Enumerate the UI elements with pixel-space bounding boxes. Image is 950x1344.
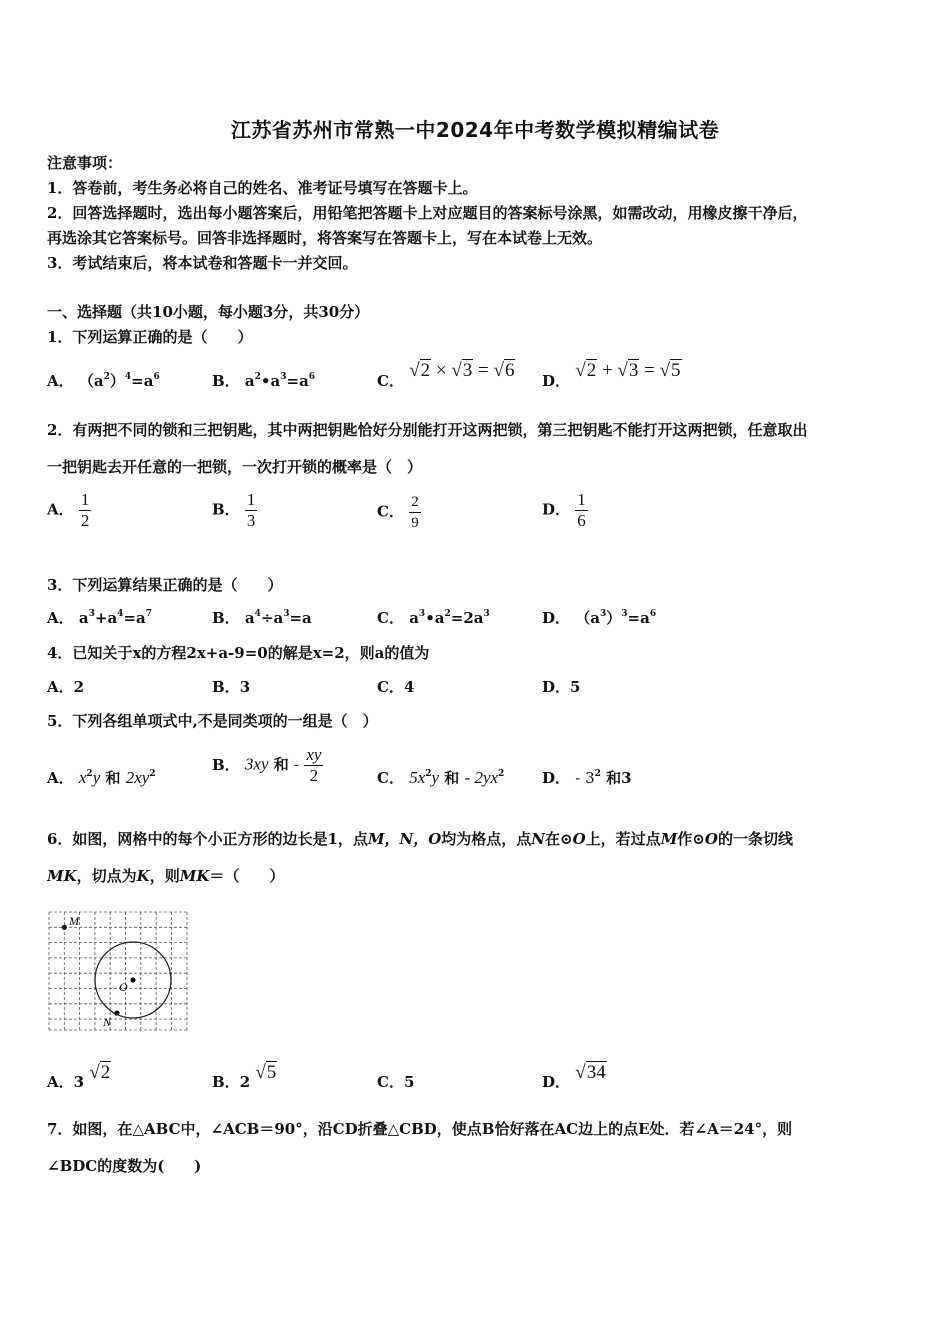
section-heading: 一、选择题（共10小题，每小题3分，共30分） [47,303,370,321]
label-o: O [119,980,128,994]
point-n [114,1010,119,1015]
option-letter: D． [542,609,571,627]
option-letter: C． [377,609,404,627]
option-letter: C． [377,769,404,787]
q3-option-c: C． $a^3•a^2=2a^3$ [377,609,490,627]
q4-option-a: A．2 [47,678,85,696]
q6-option-c: C．5 [377,1073,415,1091]
q7-stem-1: 7．如图，在△ABC中，∠ACB＝90°，沿CD折叠△CBD，使点B恰好落在AC边上的点E处．若∠A＝24°，则 [47,1120,793,1138]
option-letter: C． [377,1073,404,1091]
q2-stem-1: 2．有两把不同的锁和三把钥匙，其中两把钥匙恰好分别能打开这两把锁，第三把钥匙不能打开这两把锁，任意取出 [47,421,808,439]
option-letter: A． [47,769,74,787]
q1-option-c: C． √2 × √3 = √6 [377,360,515,390]
option-letter: B． [212,755,240,774]
q4-option-b: B．3 [212,678,251,696]
option-letter: B． [212,1073,240,1091]
q1-stem: 1．下列运算正确的是（ ） [47,328,253,346]
page-title: 江苏省苏州市常熟一中2024年中考数学模拟精编试卷 [230,118,720,142]
q3-option-a: A． $a^3+a^4=a^7$ [47,609,152,627]
option-letter: D． [542,769,571,787]
point-o [130,977,135,982]
label-n: N [103,1015,112,1029]
option-letter: B． [212,372,240,390]
q5-option-d: D． - $3^2$ 和3 [542,769,632,787]
option-letter: B． [212,500,240,519]
point-m [62,925,67,930]
q7-stem-2: ∠BDC的度数为( ) [47,1157,202,1175]
q4-option-c: C．4 [377,678,415,696]
q5-option-a: A． $x^2y$ 和 $2xy^2$ [47,768,156,787]
label-m: M [69,914,79,928]
q3-option-b: B． $a^4\div a^3=a$ [212,609,312,627]
notice-item-1: 1．答卷前，考生务必将自己的姓名、准考证号填写在答题卡上。 [47,179,478,197]
q1-option-b: B． $a^2•a^3=a^6$ [212,372,316,390]
q1-option-d: D． √2 + √3 = √5 [542,360,681,390]
option-letter: D． [542,372,571,390]
q6-option-a: A．3 √2 [47,1062,111,1091]
q5-option-c: C． $5x^2y$ 和 - $2yx^2$ [377,768,505,787]
q4-stem: 4．已知关于x的方程2x+a-9=0的解是x=2，则a的值为 [47,644,430,662]
notice-item-2b: 再选涂其它答案标号。回答非选择题时，将答案写在答题卡上，写在本试卷上无效。 [47,229,603,247]
option-letter: B． [212,609,240,627]
notice-item-2a: 2．回答选择题时，选出每小题答案后，用铅笔把答题卡上对应题目的答案标号涂黑，如需改动，用橡皮擦干净后， [47,204,808,222]
q2-option-c: C． $\frac{2}{9}$ [377,494,419,531]
q2-option-d: D． $\frac{1}{6}$ [542,490,586,530]
q6-grid-figure [47,910,189,1034]
option-letter: A． [47,1073,74,1091]
q5-stem: 5．下列各组单项式中,不是同类项的一组是（ ） [47,712,378,730]
notice-heading: 注意事项： [47,154,123,172]
q1-option-a: A． $(a^2)^4=a^6$ [47,372,160,390]
option-letter: C． [377,502,404,521]
option-letter: D． [542,500,571,519]
notice-item-3: 3．考试结束后，将本试卷和答题卡一并交回。 [47,254,358,272]
q2-option-b: B． $\frac{1}{3}$ [212,490,256,530]
q3-stem: 3．下列运算结果正确的是（ ） [47,576,283,594]
option-letter: D． [542,1073,571,1091]
q4-option-d: D．5 [542,678,581,696]
option-letter: C． [377,372,404,390]
q2-stem-2: 一把钥匙去开任意的一把锁，一次打开锁的概率是（ ） [47,458,423,476]
option-letter: A． [47,372,74,390]
q6-option-d: D． √34 [542,1062,606,1091]
option-letter: A． [47,500,74,519]
q3-option-d: D． $(a^3)^3=a^6$ [542,609,657,627]
q2-option-a: A． $\frac{1}{2}$ [47,490,90,530]
option-letter: A． [47,609,74,627]
q6-option-b: B．2 √5 [212,1062,277,1091]
q5-option-b: B． 3xy 和 - $\frac{xy}{2}$ [212,745,322,785]
q6-stem-2: MK，切点为K，则MK＝（ ） [47,867,285,885]
q6-stem-1: 6．如图，网格中的每个小正方形的边长是1，点M，N，O均为格点，点N在⊙O上，若过点M作⊙O的一条切线 [47,830,793,848]
